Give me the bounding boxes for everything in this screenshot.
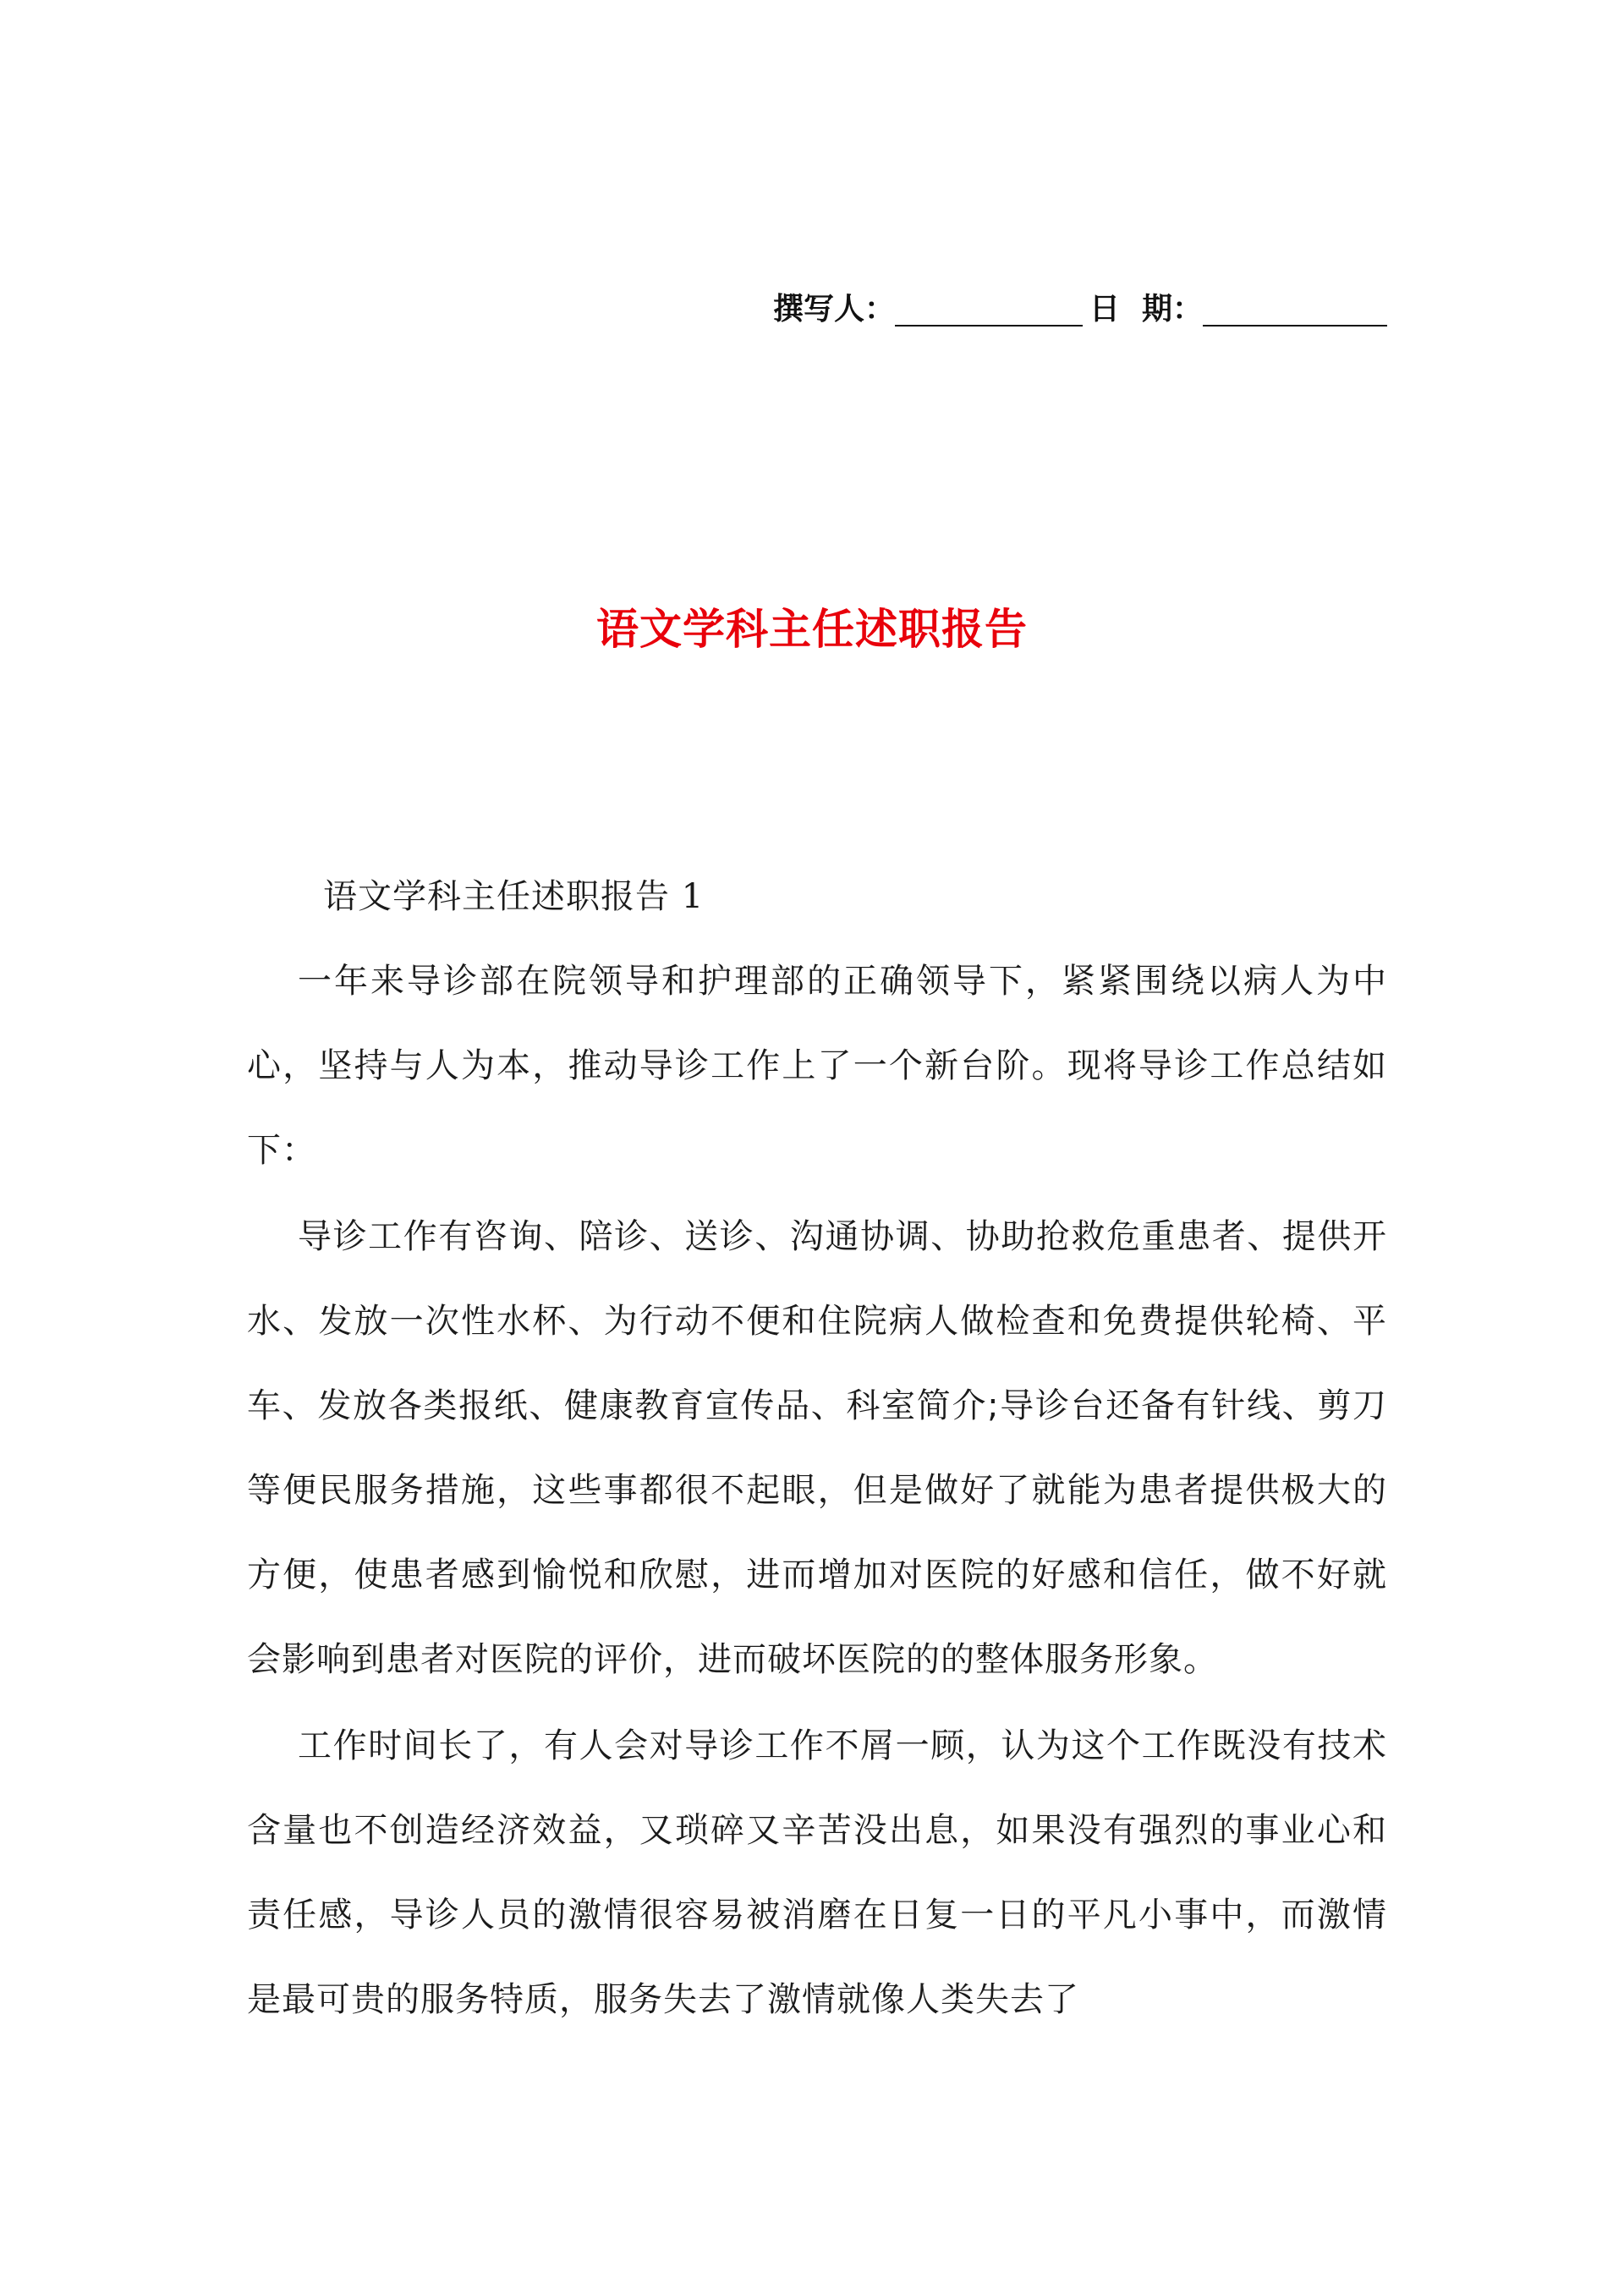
date-label xyxy=(1089,285,1203,328)
paragraph: 导诊工作有咨询、陪诊、送诊、沟通协调、协助抢救危重患者、提供开水、发放一次性水杯、为行动不便和住院病人做检查和免费提供轮椅、平车、发放各类报纸、健康教育宣传品、科室简介;导诊台还备有针线、剪刀等便民服务措施，这些事都很不起眼，但是做好了就能为患者提供极大的方便，使患者感到愉悦和欣慰，进而增加对医院的好感和信任，做不好就会影响到患者对医院的评价，进而破坏医院的的整体服务形象。 xyxy=(247,1217,1387,1679)
author-blank xyxy=(895,291,1083,327)
date-label-char: 日 xyxy=(1089,290,1121,327)
section-subheading: 语文学科主任述职报告 1 xyxy=(323,877,705,916)
date-label-char: 期： xyxy=(1142,290,1204,327)
date-blank xyxy=(1203,291,1387,327)
document-body xyxy=(247,854,1387,2042)
paragraph: 工作时间长了，有人会对导诊工作不屑一顾，认为这个工作既没有技术含量也不创造经济效益，又琐碎又辛苦没出息，如果没有强烈的事业心和责任感，导诊人员的激情很容易被消磨在日复一日的平凡小事中，而激情是最可贵的服务特质，服务失去了激情就像人类失去了 xyxy=(247,1726,1387,2019)
author-label: 撰写人： xyxy=(773,290,896,327)
document-title: 语文学科主任述职报告 xyxy=(596,604,1028,654)
author-date-line xyxy=(773,281,1387,332)
paragraph: 一年来导诊部在院领导和护理部的正确领导下，紧紧围绕以病人为中心，坚持与人为本，推动导诊工作上了一个新台阶。现将导诊工作总结如下： xyxy=(247,962,1387,1170)
